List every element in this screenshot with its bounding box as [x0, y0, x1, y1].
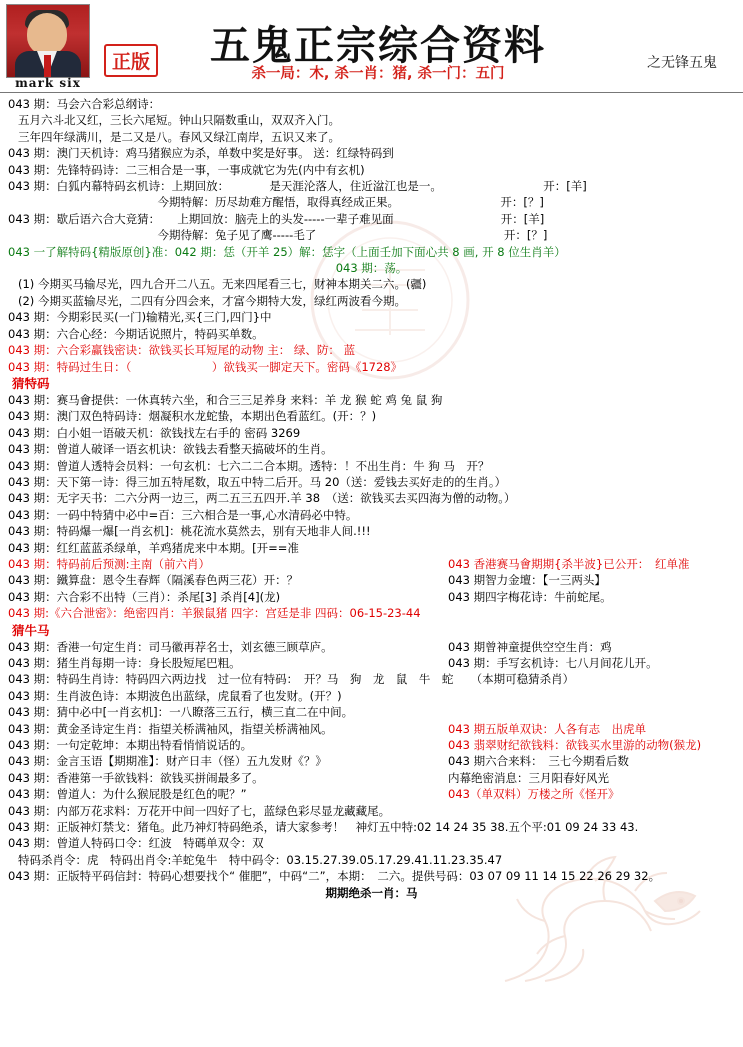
line-text-right: 043 期五版单双诀：人各有志 出虎单 — [448, 721, 647, 736]
author-photo — [6, 4, 90, 78]
line-text: 043 期：猪生肖每期一诗：身长股短尾巴粗。 — [8, 656, 241, 670]
content-line — [8, 458, 735, 474]
line-text: 期期绝杀一肖：马 — [325, 885, 418, 900]
content-line — [8, 605, 735, 621]
content-line — [8, 835, 735, 851]
line-text: 今期特解：历尽劫难方醒悟，取得真经成正果。 开：[？] — [8, 195, 544, 210]
content-line — [8, 425, 735, 441]
content-line — [8, 490, 735, 506]
content-line — [8, 507, 735, 523]
line-text: 043 期：六合心经：今期话说照片，特码买单数。 — [8, 326, 264, 341]
line-text: 043 期：赛马會提供：一休真转六坐，和合三三足养身 来料：羊 龙 猴 蛇 鸡 兔 鼠 狗 — [8, 392, 443, 407]
line-text: 043 期：先锋特码诗：二三相合是一事，一事成就它为先(内中有玄机) — [8, 162, 365, 177]
content-line — [8, 639, 735, 655]
line-text: 043 期：猜中必中[一肖玄机]：一八瞭落三五行，横三直二在中间。 — [8, 705, 354, 720]
content-line — [8, 309, 735, 325]
content-line — [8, 211, 735, 227]
content-line — [8, 671, 735, 687]
line-text: 043 期：正版特平码信封：特码心想要找个“ 催肥”，中码“二”，本期： 二六。提供号码：03 07 09 11 14 15 22 26 29 32。 — [8, 869, 661, 884]
content-line — [8, 392, 735, 408]
content-line — [8, 885, 735, 901]
content-line — [8, 408, 735, 424]
content-line — [8, 194, 735, 210]
content-line — [8, 326, 735, 342]
content-line — [8, 244, 735, 260]
content-line — [8, 227, 735, 243]
content-line — [8, 441, 735, 457]
content-line — [8, 276, 735, 292]
content-line — [8, 129, 735, 145]
line-text-right: 043 香港赛马會期期{杀半波}已公开： 红单准 — [448, 556, 690, 571]
line-text: 043 期：曾道人破译一语玄机诀：欲钱去看整天搞破坏的生肖。 — [8, 442, 333, 457]
line-text: 043 期：特码过生日：（ ）欲钱买一脚定天下。密码《1728》 — [8, 359, 403, 374]
line-text: 今期待解：兔子见了鹰-----毛了 开：[？] — [8, 228, 548, 243]
content-body — [0, 96, 743, 901]
section-heading: 猜牛马 — [12, 622, 50, 638]
line-text-right: 043（单双料）万楼之所《怪开》 — [448, 787, 620, 802]
content-line — [8, 655, 735, 671]
photo-face — [27, 13, 67, 55]
section-heading: 猜特码 — [12, 375, 50, 391]
line-text: 043 期：内部万花求料：万花开中间一四好了七，蓝绿色彩尽显龙藏藏尾。 — [8, 803, 391, 818]
content-line — [8, 342, 735, 358]
line-text: 043 期：澳门双色特码诗：烟凝积水龙蛇蛰，本期出色看蓝红。(开：？) — [8, 409, 377, 424]
line-text: 043 期：澳门天机诗：鸡马猪猴应为杀，单数中奖是好事。 送：红绿特码到 — [8, 146, 394, 161]
line-text: 043 期：无字天书：二六分两一边三，两二五三五四开.羊 38 （送：欲钱买去买四海为僧的动物。） — [8, 491, 516, 506]
content-line — [8, 474, 735, 490]
line-text: 043 一了解特码{精版原创}准：042 期：恁（开羊 25）解：恁字（上面壬加下面心共 8 画, 开 8 位生肖羊） — [8, 244, 566, 259]
line-text: 043 期：一码中特猜中必中=百：三六相合是一事,心水清码必中特。 — [8, 507, 358, 522]
line-text: 043 期：曾道人特码口令：红波 特碼单双令：双 — [8, 836, 264, 851]
line-text: 043 期：一句定乾坤：本期出特看悄悄说话的。 — [8, 738, 253, 753]
content-line — [8, 688, 735, 704]
content-line — [8, 556, 735, 572]
line-text: (2) 今期买蓝输尽光，二四有分四会来，才富今期特大发，绿红两波看今期。 — [18, 293, 406, 308]
line-text: 043 期：六合彩不出特（三肖）：杀尾[3] 杀肖[4](龙) — [8, 589, 281, 604]
content-line — [8, 721, 735, 737]
content-line — [8, 868, 735, 884]
content-line — [8, 704, 735, 720]
line-text: 043 期：香港第一手欲钱料：欲钱买拼闹最多了。 — [8, 770, 264, 785]
photo-caption: mark six — [15, 76, 81, 90]
content-line — [8, 145, 735, 161]
line-text: 五月六斗北又红，三长六尾短。钟山只隔数重山，双双齐入门。 — [18, 113, 340, 128]
line-text: 043 期：白狐内幕特码玄机诗：上期回放： 是天涯沦落人，住近湓江也是一。 开：[羊] — [8, 179, 587, 194]
subtitle: 杀一局：木, 杀一肖：猪, 杀一门：五门 — [251, 66, 505, 82]
content-line — [8, 260, 735, 276]
content-line — [8, 786, 735, 802]
line-text: 043 期：生肖波色诗：本期波色出蓝绿，虎鼠看了也发财。(开？) — [8, 688, 342, 703]
side-note: 之无锋五鬼 — [647, 55, 717, 71]
line-text-right: 043 期智力金壇：【一三两头】 — [448, 573, 606, 588]
line-text: (1) 今期买马输尽光，四九合开二八五。无来四尾看三七，财神本期关二六。(疆) — [18, 277, 427, 292]
content-line — [8, 359, 735, 375]
line-text-right: 043 期四字梅花诗：牛前蛇尾。 — [448, 589, 612, 604]
content-line — [8, 753, 735, 769]
line-text: 特码杀肖令：虎 特码出肖令:羊蛇兔牛 特中码令：03.15.27.39.05.17.29.41.11.23.35.47 — [18, 852, 503, 867]
content-line — [8, 770, 735, 786]
content-line — [8, 737, 735, 753]
line-text-right: 043 期曾神童提供空空生肖：鸡 — [448, 639, 612, 654]
line-text: 043 期：香港一句定生肖：司马徽再荐名士，刘玄德三顾草庐。 — [8, 639, 333, 654]
content-line — [8, 540, 735, 556]
content-line — [8, 293, 735, 309]
line-text: 043 期：今期彩民买(一门)输精光,买{三门,四门}中 — [8, 310, 272, 325]
line-text: 043 期：特码爆一爆[一肖玄机]：桃花流水莫然去，别有天地非人间.!!! — [8, 524, 371, 539]
line-text: 043 期：天下第一诗：得三加五特尾数，取五中特二后开。马 20（送：爱钱去买好走的的生肖。） — [8, 474, 507, 489]
photo-tie — [44, 55, 51, 77]
line-text: 043 期：曾道人：为什么猴屁股是红色的呢？” — [8, 787, 247, 802]
line-text: 043 期：金言玉语【期期准】：财产日丰（怪）五九发财《？》 — [8, 754, 327, 769]
content-line — [8, 162, 735, 178]
content-line — [8, 572, 735, 588]
content-line — [8, 589, 735, 605]
line-text: 043 期：黄金圣诗定生肖：指望关桥满袖风，指望关桥满袖风。 — [8, 721, 333, 736]
content-line — [8, 803, 735, 819]
page-title: 五鬼正宗综合资料 — [210, 22, 546, 69]
line-text-right: 043 期：手写玄机诗：七八月间花儿开。 — [448, 656, 658, 670]
line-text-right: 043 期六合来料： 三七今期看后数 — [448, 754, 629, 769]
line-text: 043 期:《六合泄密》：绝密四肖：羊猴鼠猪 四字：宫廷是非 四码：06-15-23-44 — [8, 606, 421, 621]
line-text: 043 期：特码前后预测:主南（前六肖） — [8, 556, 210, 571]
line-text: 043 期：马会六合彩总纲诗： — [8, 97, 161, 111]
line-text: 043 期：六合彩赢钱密诀：欲钱买长耳短尾的动物 主： 绿、防： 蓝 — [8, 343, 356, 358]
line-text: 043 期：白小姐一语破天机：欲钱找左右手的 密码 3269 — [8, 425, 301, 440]
content-line — [8, 112, 735, 128]
header-divider — [0, 92, 743, 93]
line-text: 043 期：鐵算盘：恩令生春辉（隔溪春色两三花）开：？ — [8, 573, 299, 588]
page-header — [0, 0, 743, 96]
content-line — [8, 819, 735, 835]
line-text: 043 期：红红蓝蓝杀绿单，羊鸡猪虎来中本期。[开==准 — [8, 540, 299, 555]
line-text-right: 043 翡翠财纪欲钱料：欲钱买水里游的动物(猴龙) — [448, 738, 702, 753]
content-line — [8, 523, 735, 539]
content-line — [8, 96, 735, 112]
line-text: 043 期：曾道人透特会员料：一句玄机：七六二二合本期。透特：！不出生肖：牛 狗 马 开？ — [8, 458, 490, 473]
official-badge: 正版 — [104, 44, 158, 77]
line-text: 043 期：正版神灯禁戈：猪龟。此乃神灯特码绝杀，请大家参考！ 神灯五中特:02 14 24 35 38.五个平:01 09 24 33 43. — [8, 820, 639, 835]
content-line — [8, 852, 735, 868]
line-text: 043 期：歇后语六合大竞猜： 上期回放：脑壳上的头发-----一辈子难见面 开：[羊] — [8, 211, 545, 226]
line-text: 三年四年绿满川，是二又是八。春风又绿江南岸，五识又来了。 — [18, 129, 340, 144]
line-text: 043 期：荡。 — [335, 261, 408, 276]
line-text: 043 期：特码生肖诗：特码四六两边找 过一位有特码： 开？马 狗 龙 鼠 牛 蛇 （本期可稳猜杀肖） — [8, 672, 575, 687]
content-line — [8, 178, 735, 194]
line-text-right: 内幕绝密消息：三月阳春好风光 — [448, 770, 609, 785]
